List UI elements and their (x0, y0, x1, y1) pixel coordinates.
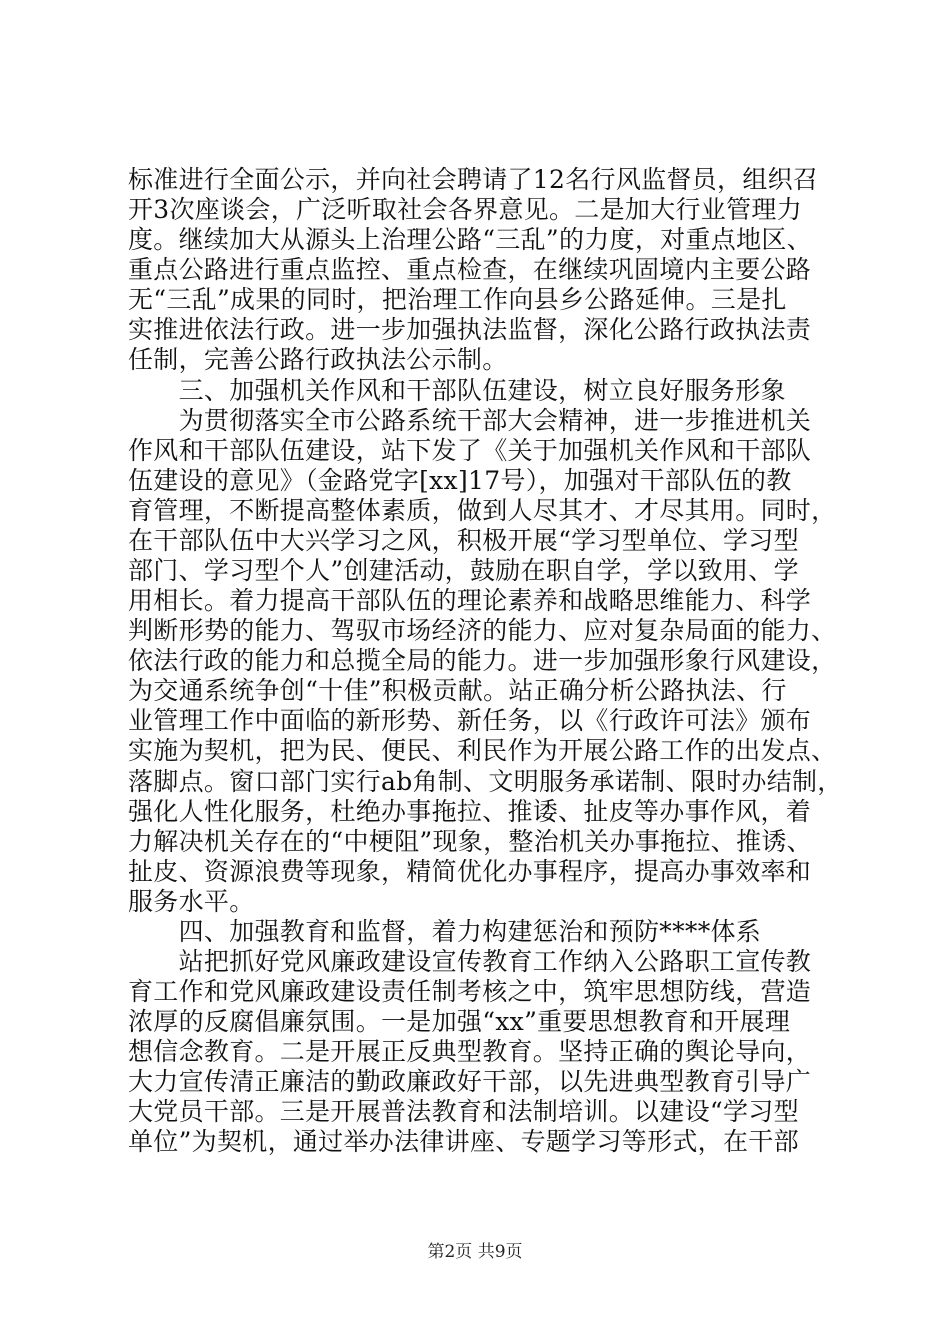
section-heading: 三、加强机关作风和干部队伍建设，树立良好服务形象 (128, 376, 786, 405)
text-line: 大党员干部。三是开展普法教育和法制培训。以建设“学习型 (128, 1097, 799, 1126)
text-line: 部门、学习型个人”创建活动，鼓励在职自学，学以致用、学 (128, 556, 799, 585)
page-footer: 第2页 共9页 (427, 1242, 523, 1262)
text-line: 重点公路进行重点监控、重点检查，在继续巩固境内主要公路 (128, 255, 812, 284)
text-line: 依法行政的能力和总揽全局的能力。进一步加强形象行风建设， (128, 646, 837, 675)
text-line: 单位”为契机，通过举办法律讲座、专题学习等形式，在干部 (128, 1127, 799, 1156)
text-line: 实推进依法行政。进一步加强执法监督，深化公路行政执法责 (128, 315, 812, 344)
text-line: 大力宣传清正廉洁的勤政廉政好干部，以先进典型教育引导广 (128, 1067, 812, 1096)
text-line: 站把抓好党风廉政建设宣传教育工作纳入公路职工宣传教 (128, 947, 812, 976)
text-line: 判断形势的能力、驾驭市场经济的能力、应对复杂局面的能力、 (128, 616, 837, 645)
text-line: 度。继续加大从源头上治理公路“三乱”的力度，对重点地区、 (128, 225, 812, 254)
text-line: 强化人性化服务，杜绝办事拖拉、推诿、扯皮等办事作风，着 (128, 797, 812, 826)
text-line: 育管理，不断提高整体素质，做到人尽其才、才尽其用。同时， (128, 496, 837, 525)
text-line: 力解决机关存在的“中梗阻”现象，整治机关办事拖拉、推诱、 (128, 827, 812, 856)
text-line: 用相长。着力提高干部队伍的理论素养和战略思维能力、科学 (128, 586, 812, 615)
text-line: 任制，完善公路行政执法公示制。 (128, 345, 508, 374)
text-line: 作风和干部队伍建设，站下发了《关于加强机关作风和干部队 (128, 436, 812, 465)
text-line: 服务水平。 (128, 887, 255, 916)
text-line: 为贯彻落实全市公路系统干部大会精神，进一步推进机关 (128, 406, 812, 435)
text-line: 标准进行全面公示，并向社会聘请了12名行风监督员，组织召 (128, 165, 819, 194)
text-line: 扯皮、资源浪费等现象，精简优化办事程序，提高办事效率和 (128, 857, 812, 886)
section-heading: 四、加强教育和监督，着力构建惩治和预防****体系 (128, 917, 762, 946)
text-line: 浓厚的反腐倡廉氛围。一是加强“xx”重要思想教育和开展理 (128, 1007, 791, 1036)
text-line: 实施为契机，把为民、便民、利民作为开展公路工作的出发点、 (128, 736, 837, 765)
text-line: 伍建设的意见》（金路党字[xx]17号），加强对干部队伍的教 (128, 466, 792, 495)
text-line: 育工作和党风廉政建设责任制考核之中，筑牢思想防线，营造 (128, 977, 812, 1006)
text-line: 为交通系统争创“十佳”积极贡献。站正确分析公路执法、行 (128, 676, 787, 705)
text-line: 落脚点。窗口部门实行ab角制、文明服务承诺制、限时办结制， (128, 767, 843, 796)
text-line: 业管理工作中面临的新形势、新任务，以《行政许可法》颁布 (128, 706, 812, 735)
text-line: 在干部队伍中大兴学习之风，积极开展“学习型单位、学习型 (128, 526, 799, 555)
text-line: 无“三乱”成果的同时，把治理工作向县乡公路延伸。三是扎 (128, 285, 787, 314)
text-line: 想信念教育。二是开展正反典型教育。坚持正确的舆论导向， (128, 1037, 812, 1066)
text-line: 开3次座谈会，广泛听取社会各界意见。二是加大行业管理力 (128, 195, 803, 224)
